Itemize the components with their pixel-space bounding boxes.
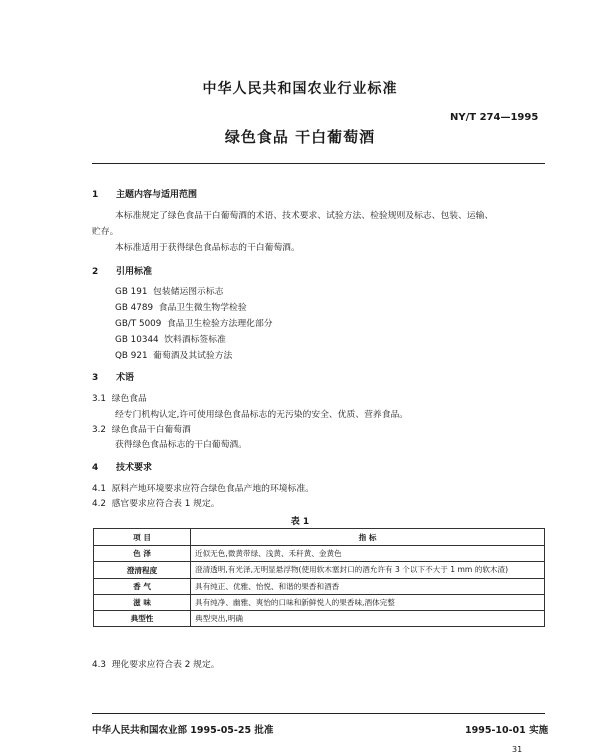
section-2-heading bbox=[92, 264, 152, 277]
row-item: 典型性 bbox=[94, 611, 191, 627]
row-value: 澄清透明,有光泽,无明显悬浮物(使用软木塞封口的酒允许有 3 个以下不大于 1 mm 的软木渣) bbox=[191, 562, 545, 579]
table-row bbox=[94, 595, 545, 611]
term-3-1-number: 3.1 bbox=[92, 394, 106, 404]
section-1-paragraph-1: 本标准规定了绿色食品干白葡萄酒的术语、技术要求、试验方法、检验规则及标志、包装、运输、 bbox=[115, 211, 494, 221]
standard-number: NY/T 274—1995 bbox=[450, 112, 539, 123]
clause-4-2-number: 4.2 bbox=[92, 499, 106, 509]
column-header-item: 项 目 bbox=[94, 529, 191, 546]
term-3-1-title: 绿色食品 bbox=[111, 394, 147, 404]
reference-name: 饮料酒标签标准 bbox=[164, 335, 226, 345]
section-3-title: 术语 bbox=[116, 373, 135, 383]
reference-item bbox=[115, 332, 226, 345]
clause-4-3 bbox=[92, 657, 220, 670]
term-3-2-definition: 获得绿色食品标志的干白葡萄酒。 bbox=[115, 440, 247, 450]
clause-4-1-number: 4.1 bbox=[92, 484, 106, 494]
reference-name: 食品卫生检验方法理化部分 bbox=[166, 319, 273, 329]
row-item: 色 泽 bbox=[94, 546, 191, 562]
clause-4-1-text: 原料产地环境要求应符合绿色食品产地的环境标准。 bbox=[111, 484, 314, 494]
section-2-number: 2 bbox=[92, 267, 99, 277]
table-row bbox=[94, 562, 545, 579]
table-1-caption: 表 1 bbox=[290, 517, 310, 527]
reference-item bbox=[115, 300, 247, 313]
clause-4-1 bbox=[92, 481, 314, 494]
term-3-2-title: 绿色食品干白葡萄酒 bbox=[111, 425, 191, 435]
term-3-2-heading bbox=[92, 422, 191, 435]
table-header-row bbox=[94, 529, 545, 546]
row-item: 香 气 bbox=[94, 579, 191, 595]
row-value: 具有纯净、幽雅、爽怡的口味和新鲜悦人的果香味,酒体完整 bbox=[191, 595, 545, 611]
section-4-title: 技术要求 bbox=[116, 463, 153, 473]
page-number: 31 bbox=[512, 745, 523, 754]
approval-date: 中华人民共和国农业部 1995-05-25 批准 bbox=[92, 725, 274, 736]
reference-item bbox=[115, 316, 273, 329]
row-item: 澄清程度 bbox=[94, 562, 191, 579]
reference-name: 食品卫生微生物学检验 bbox=[158, 303, 247, 313]
reference-name: 包装储运图示标志 bbox=[153, 287, 224, 297]
reference-item bbox=[115, 348, 232, 361]
clause-4-2 bbox=[92, 496, 220, 509]
row-value: 典型突出,明确 bbox=[191, 611, 545, 627]
row-value: 近似无色,微黄带绿、浅黄、禾秆黄、金黄色 bbox=[191, 546, 545, 562]
header-rule bbox=[92, 163, 545, 164]
clause-4-3-text: 理化要求应符合表 2 规定。 bbox=[111, 660, 220, 670]
term-3-1-heading bbox=[92, 391, 147, 404]
section-4-number: 4 bbox=[92, 463, 99, 473]
reference-code: QB 921 bbox=[115, 351, 148, 361]
reference-code: GB 4789 bbox=[115, 303, 154, 313]
section-1-paragraph-1-cont: 贮存。 bbox=[92, 227, 119, 237]
section-2-title: 引用标准 bbox=[116, 267, 153, 277]
issuing-organization: 中华人民共和国农业行业标准 bbox=[202, 81, 398, 97]
section-1-paragraph-2: 本标准适用于获得绿色食品标志的干白葡萄酒。 bbox=[115, 243, 300, 253]
term-3-1-definition: 经专门机构认定,许可使用绿色食品标志的无污染的安全、优质、营养食品。 bbox=[115, 410, 409, 420]
section-3-heading bbox=[92, 370, 134, 383]
table-row bbox=[94, 579, 545, 595]
effective-date: 1995-10-01 实施 bbox=[465, 725, 549, 736]
clause-4-3-number: 4.3 bbox=[92, 660, 106, 670]
reference-code: GB/T 5009 bbox=[115, 319, 162, 329]
table-1 bbox=[93, 528, 545, 627]
section-4-heading bbox=[92, 460, 152, 473]
column-header-index: 指 标 bbox=[191, 529, 545, 546]
clause-4-2-text: 感官要求应符合表 1 规定。 bbox=[111, 499, 220, 509]
table-row bbox=[94, 546, 545, 562]
document-title: 绿色食品 干白葡萄酒 bbox=[224, 128, 376, 146]
row-value: 具有纯正、优雅、怡悦、和谐的果香和酒香 bbox=[191, 579, 545, 595]
section-1-heading bbox=[92, 187, 197, 200]
reference-item bbox=[115, 284, 223, 297]
table-row bbox=[94, 611, 545, 627]
reference-code: GB 10344 bbox=[115, 335, 159, 345]
section-3-number: 3 bbox=[92, 373, 99, 383]
footer-rule bbox=[92, 713, 545, 714]
section-1-title: 主题内容与适用范围 bbox=[116, 190, 198, 200]
reference-name: 葡萄酒及其试验方法 bbox=[153, 351, 233, 361]
section-1-number: 1 bbox=[92, 190, 99, 200]
term-3-2-number: 3.2 bbox=[92, 425, 106, 435]
reference-code: GB 191 bbox=[115, 287, 148, 297]
row-item: 滋 味 bbox=[94, 595, 191, 611]
